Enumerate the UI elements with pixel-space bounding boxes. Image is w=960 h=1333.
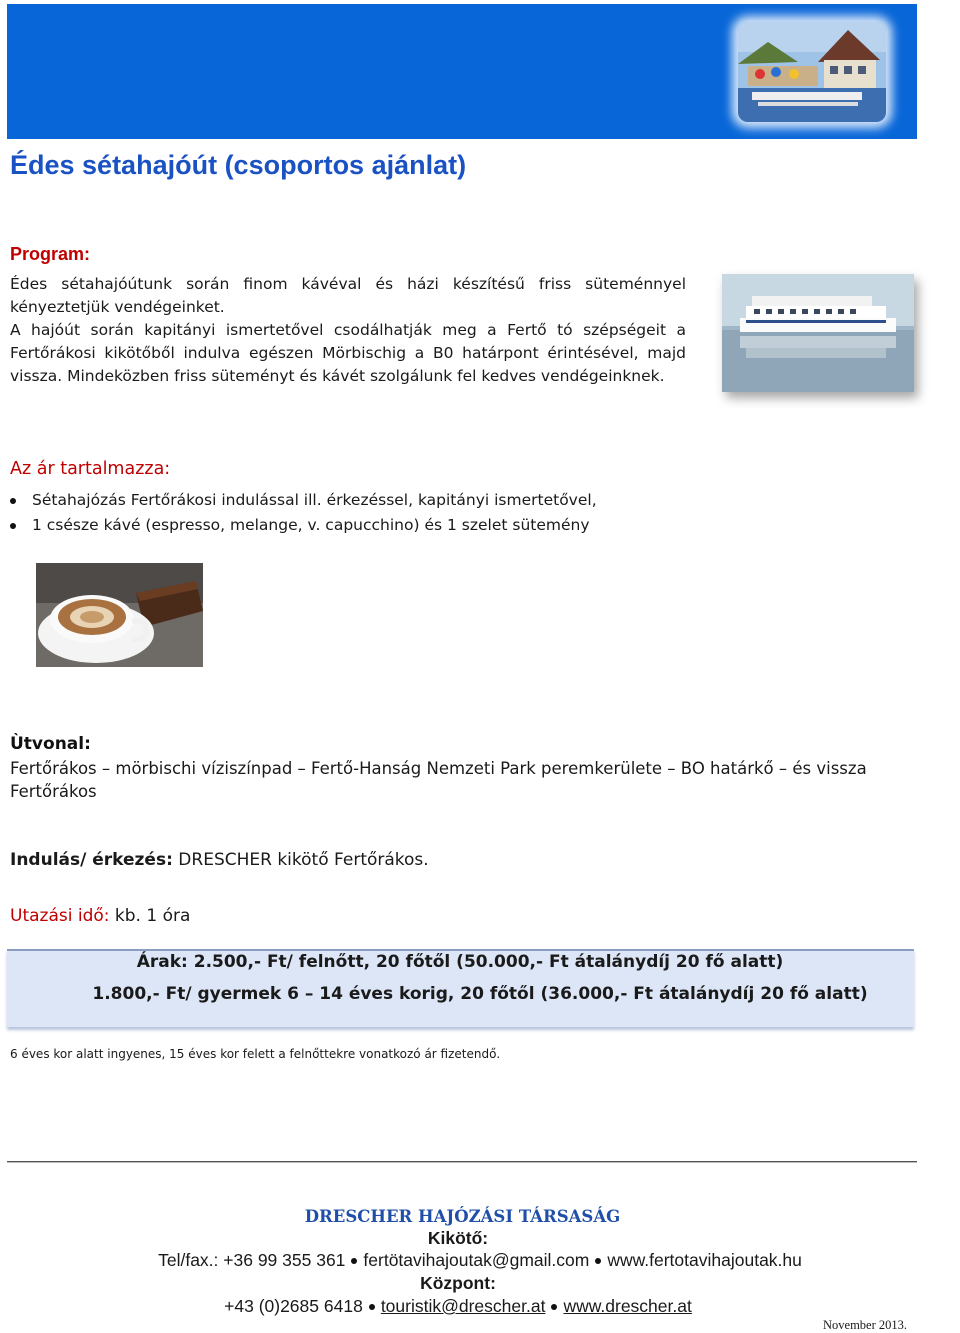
footer-divider — [7, 1161, 917, 1163]
port-web-link[interactable]: www.fertotavihajoutak.hu — [607, 1250, 802, 1270]
travel-time-label: Utazási idő: — [10, 906, 110, 926]
travel-time-line — [10, 906, 190, 926]
program-line: vissza. Mindeközben friss süteményt és kávét szolgálunk fel kedves vendégeinknek. — [10, 367, 665, 385]
coffee-cake-photo — [36, 563, 203, 667]
program-line: kényeztetjük vendégeinket. — [10, 298, 225, 316]
port-contact-line — [0, 1250, 960, 1271]
price-adult: Árak: 2.500,- Ft/ felnőtt, 20 főtől (50.000,- Ft átalánydíj 20 fő alatt) — [136, 952, 784, 972]
boat-photo — [722, 274, 914, 392]
hq-email-link[interactable]: touristik@drescher.at — [380, 1296, 546, 1316]
port-label: Kikötő: — [427, 1228, 489, 1248]
company-name: DRESCHER HAJÓZÁSI TÁRSASÁG — [304, 1207, 621, 1226]
price-child: 1.800,- Ft/ gyermek 6 – 14 éves korig, 20 főtől (36.000,- Ft átalánydíj 20 fő alatt) — [92, 984, 868, 1004]
port-email-link[interactable]: fertötavihajoutak@gmail.com — [363, 1250, 590, 1270]
program-line: Fertőrákosi kikötőből indulva egészen Mörbischig a B0 határpont érintésével, majd — [10, 344, 686, 362]
age-note: 6 éves kor alatt ingyenes, 15 éves kor felett a felnőttekre vonatkozó ár fizetendő. — [10, 1047, 501, 1061]
hq-label: Központ: — [420, 1273, 496, 1293]
route-heading: Ùtvonal: — [10, 734, 91, 754]
program-line: A hajóút során kapitányi ismertetővel csodálhatják meg a Fertő tó szépségeit a — [10, 321, 686, 339]
program-text — [10, 273, 686, 388]
list-item: Sétahajózás Fertőrákosi indulással ill. érkezéssel, kapitányi ismertetővel, — [10, 488, 597, 513]
hq-contact-line — [0, 1296, 916, 1317]
harbor-photo — [738, 22, 886, 122]
bullet-icon — [10, 523, 16, 529]
program-heading: Program: — [10, 244, 91, 264]
departure-line — [10, 850, 429, 870]
page-title: Édes sétahajóút (csoportos ajánlat) — [10, 150, 467, 180]
bullet-icon — [10, 498, 16, 504]
includes-list — [10, 488, 597, 538]
bullet-icon — [351, 1258, 357, 1264]
travel-time-value: kb. 1 óra — [109, 906, 191, 926]
includes-heading: Az ár tartalmazza: — [10, 459, 171, 479]
bullet-icon — [595, 1258, 601, 1264]
document-date: November 2013. — [823, 1318, 908, 1332]
bullet-icon — [551, 1304, 557, 1310]
hq-web-link[interactable]: www.drescher.at — [563, 1296, 692, 1316]
departure-label: Indulás/ érkezés: — [10, 850, 173, 870]
route-text: Fertőrákos – mörbischi víziszínpad – Fertő-Hanság Nemzeti Park peremkerülete – BO határkő – és vissza Fertőrákos — [10, 759, 867, 801]
program-line: Édes sétahajóútunk során finom kávéval és házi készítésű friss süteménnyel — [10, 275, 686, 293]
list-item: 1 csésze kávé (espresso, melange, v. capucchino) és 1 szelet sütemény — [10, 513, 597, 538]
bullet-icon — [369, 1304, 375, 1310]
hq-phone: +43 (0)2685 6418 — [224, 1296, 363, 1316]
port-phone: Tel/fax.: +36 99 355 361 — [158, 1250, 346, 1270]
departure-value: DRESCHER kikötő Fertőrákos. — [172, 850, 429, 870]
